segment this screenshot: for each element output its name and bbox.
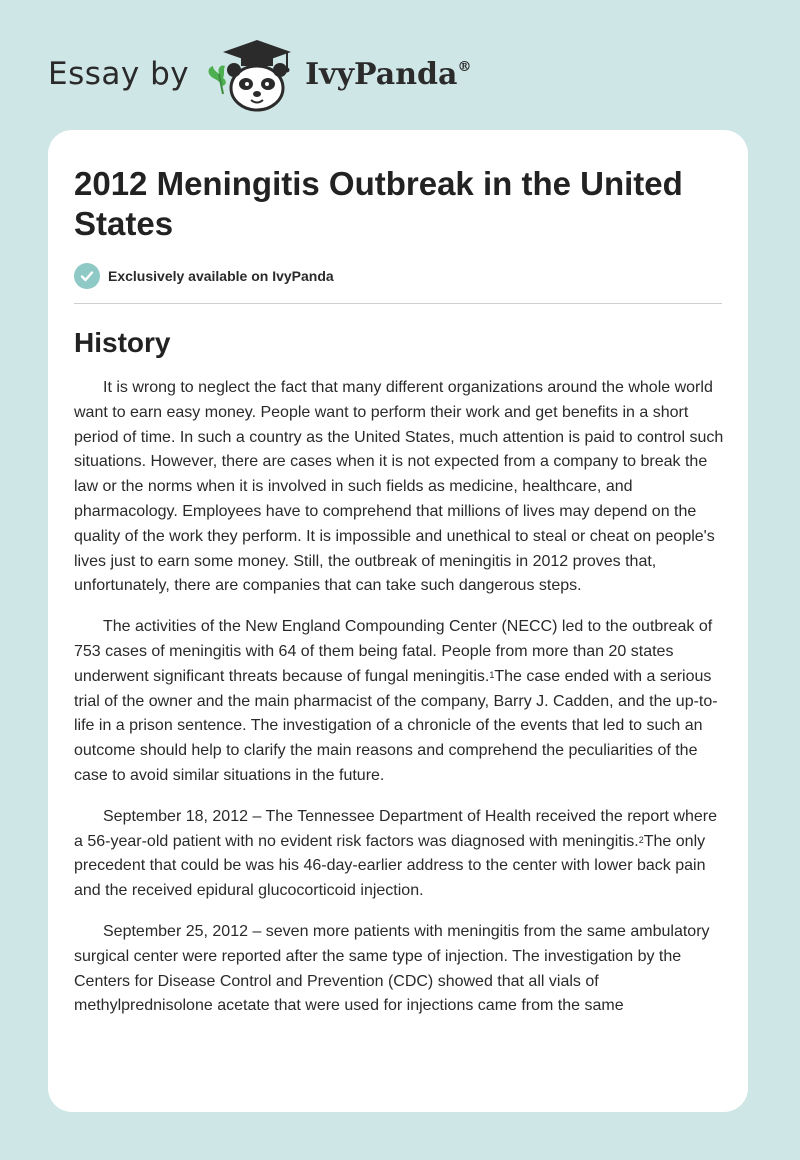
brand-name-text: IvyPanda — [305, 56, 458, 92]
article-content — [74, 164, 724, 1035]
article-body — [74, 376, 724, 1019]
site-header — [48, 34, 471, 114]
article-title: 2012 Meningitis Outbreak in the United States — [74, 165, 683, 242]
section-heading: History — [74, 327, 171, 358]
exclusive-badge — [74, 262, 724, 290]
paragraph-4: September 25, 2012 – seven more patients with meningitis from the same ambulatory surgical center were reported after the same type of injection. The investigation by the Centers for Disease Control and Prevention (CDC) showed that all vials of methylprednisolone acetate that were used for injections came from the same — [74, 922, 710, 1015]
divider — [74, 303, 722, 304]
footnote-ref-2[interactable]: 2 — [638, 834, 644, 845]
paragraph-2-text-b: The case ended with a serious trial of the owner and the main pharmacist of the company, Barry J. Cadden, and the up-to-life in a prison sentence. The investigation of a chronicle of the events that led to such an outcome should help to clarify the main reasons and comprehend the peculiarities of the case to avoid similar situations in the future. — [74, 667, 718, 784]
paragraph-2-text-a: The activities of the New England Compounding Center (NECC) led to the outbreak of 753 cases of meningitis with 64 of them being fatal. People from more than 20 states underwent significant threats because of fungal meningitis. — [74, 618, 713, 685]
brand-name — [305, 57, 471, 92]
footnote-ref-1[interactable]: 1 — [489, 669, 495, 680]
paragraph-2 — [74, 615, 724, 789]
paragraph-3 — [74, 805, 724, 904]
article-card — [48, 130, 748, 1112]
registered-mark: ® — [457, 58, 472, 75]
panda-graduate-icon — [203, 34, 299, 114]
paragraph-3-text-b: The only precedent that could be was his 46-day-earlier address to the center with lower back pain and the received epidural glucocorticoid injection. — [74, 832, 706, 900]
exclusive-label: Exclusively available on IvyPanda — [108, 268, 334, 284]
paragraph-3-text-a: September 18, 2012 – The Tennessee Department of Health received the report where a 56-year-old patient with no evident risk factors was diagnosed with meningitis. — [74, 807, 718, 850]
essay-by-label: Essay by — [48, 56, 190, 92]
check-circle-icon — [74, 263, 100, 289]
paragraph-1: It is wrong to neglect the fact that many different organizations around the whole world want to earn easy money. People want to perform their work and get benefits in a short period of time. In such a country as the United States, much attention is paid to control such situations. However, there are cases when it is not expected from a company to break the law or the norms when it is involved in such fields as medicine, healthcare, and pharmacology. Employees have to comprehend that millions of lives may depend on the quality of the work they perform. It is impossible and unethical to steal or cheat on people's lives just to earn some money. Still, the outbreak of meningitis in 2012 proves that, unfortunately, there are companies that can take such dangerous steps. — [74, 379, 724, 595]
